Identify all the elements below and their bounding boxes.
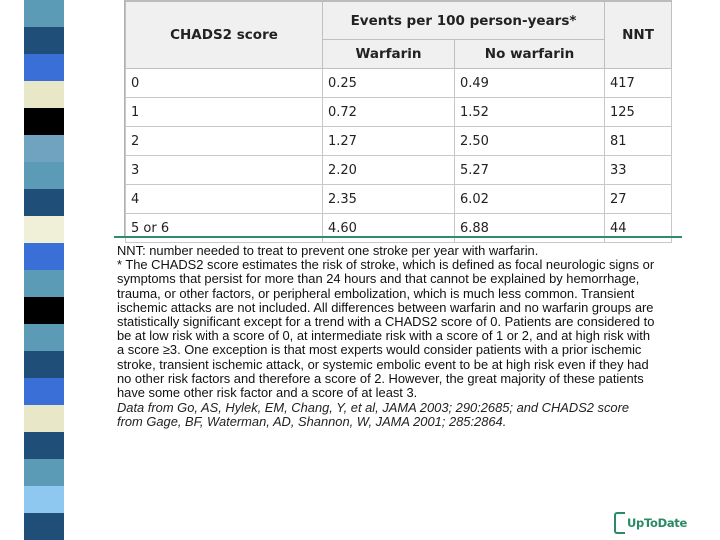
table-body (126, 69, 672, 243)
cell-no-warfarin: 0.49 (455, 69, 605, 98)
table-row (126, 127, 672, 156)
strip-block (24, 27, 64, 54)
cell-score: 1 (126, 98, 323, 127)
nnt-note: NNT: number needed to treat to prevent one stroke per year with warfarin. (117, 243, 539, 258)
cell-nnt: 33 (605, 156, 672, 185)
logo-text: UpToDate (627, 516, 687, 530)
cell-score: 5 or 6 (126, 214, 323, 243)
strip-block (24, 162, 64, 189)
footnote: * The CHADS2 score estimates the risk of stroke, which is defined as focal neurologic signs or symptoms that persist for more than 24 hours and that cannot be explained by hemorrhage, trauma, or other factors, or peripheral embolization, which is much less common. Transient ischemic attacks are not included. All differences between warfarin and no warfarin groups are statistically significant except for a trend with a CHADS2 score of 0. Patients are considered to be at low risk with a score of 0, at intermediate risk with a score of 1 or 2, and at high risk with a score ≥3. One exception is that most experts would consider patients with a prior ischemic stroke, transient ischemic attack, or systemic embolic event to be at high risk even if they had no other risk factors and therefore a score of 2. However, the great majority of these patients have some other risk factor and a score of at least 3. (117, 257, 655, 401)
header-nnt: NNT (605, 1, 672, 69)
cell-score: 3 (126, 156, 323, 185)
header-no-warfarin: No warfarin (455, 40, 605, 69)
cell-no-warfarin: 2.50 (455, 127, 605, 156)
cell-nnt: 417 (605, 69, 672, 98)
cell-score: 0 (126, 69, 323, 98)
table-row (126, 98, 672, 127)
strip-block (24, 324, 64, 351)
cell-score: 2 (126, 127, 323, 156)
strip-block (24, 351, 64, 378)
strip-block (24, 459, 64, 486)
cell-warfarin: 0.72 (323, 98, 455, 127)
strip-block (24, 432, 64, 459)
table-row (126, 69, 672, 98)
strip-block (24, 513, 64, 540)
cell-warfarin: 0.25 (323, 69, 455, 98)
strip-block (24, 378, 64, 405)
strip-block (24, 216, 64, 243)
strip-block (24, 135, 64, 162)
table-row (126, 156, 672, 185)
uptodate-logo (614, 512, 687, 534)
strip-block (24, 405, 64, 432)
cell-no-warfarin: 6.88 (455, 214, 605, 243)
cell-nnt: 125 (605, 98, 672, 127)
divider-rule (114, 236, 682, 238)
cell-no-warfarin: 5.27 (455, 156, 605, 185)
cell-warfarin: 2.35 (323, 185, 455, 214)
table-row (126, 185, 672, 214)
strip-block (24, 243, 64, 270)
cell-nnt: 27 (605, 185, 672, 214)
header-warfarin: Warfarin (323, 40, 455, 69)
strip-block (24, 297, 64, 324)
strip-block (24, 54, 64, 81)
table-row (126, 214, 672, 243)
strip-block (24, 81, 64, 108)
strip-block (24, 108, 64, 135)
header-events-group: Events per 100 person-years* (323, 1, 605, 40)
decorative-strip (24, 0, 64, 540)
cell-warfarin: 2.20 (323, 156, 455, 185)
strip-block (24, 486, 64, 513)
strip-block (24, 270, 64, 297)
strip-block (24, 0, 64, 27)
cell-warfarin: 1.27 (323, 127, 455, 156)
chads2-table-container (124, 0, 672, 237)
chads2-table (125, 0, 672, 243)
cell-score: 4 (126, 185, 323, 214)
source-citation: Data from Go, AS, Hylek, EM, Chang, Y, et al, JAMA 2003; 290:2685; and CHADS2 score from Gage, BF, Waterman, AD, Shannon, W, JAMA 2001; 285:2864. (117, 400, 630, 430)
table-header-row (126, 1, 672, 40)
cell-nnt: 44 (605, 214, 672, 243)
cell-warfarin: 4.60 (323, 214, 455, 243)
cell-no-warfarin: 6.02 (455, 185, 605, 214)
header-chads2-score: CHADS2 score (126, 1, 323, 69)
logo-mark-icon (614, 512, 625, 534)
cell-no-warfarin: 1.52 (455, 98, 605, 127)
strip-block (24, 189, 64, 216)
cell-nnt: 81 (605, 127, 672, 156)
notes-section (117, 244, 657, 430)
